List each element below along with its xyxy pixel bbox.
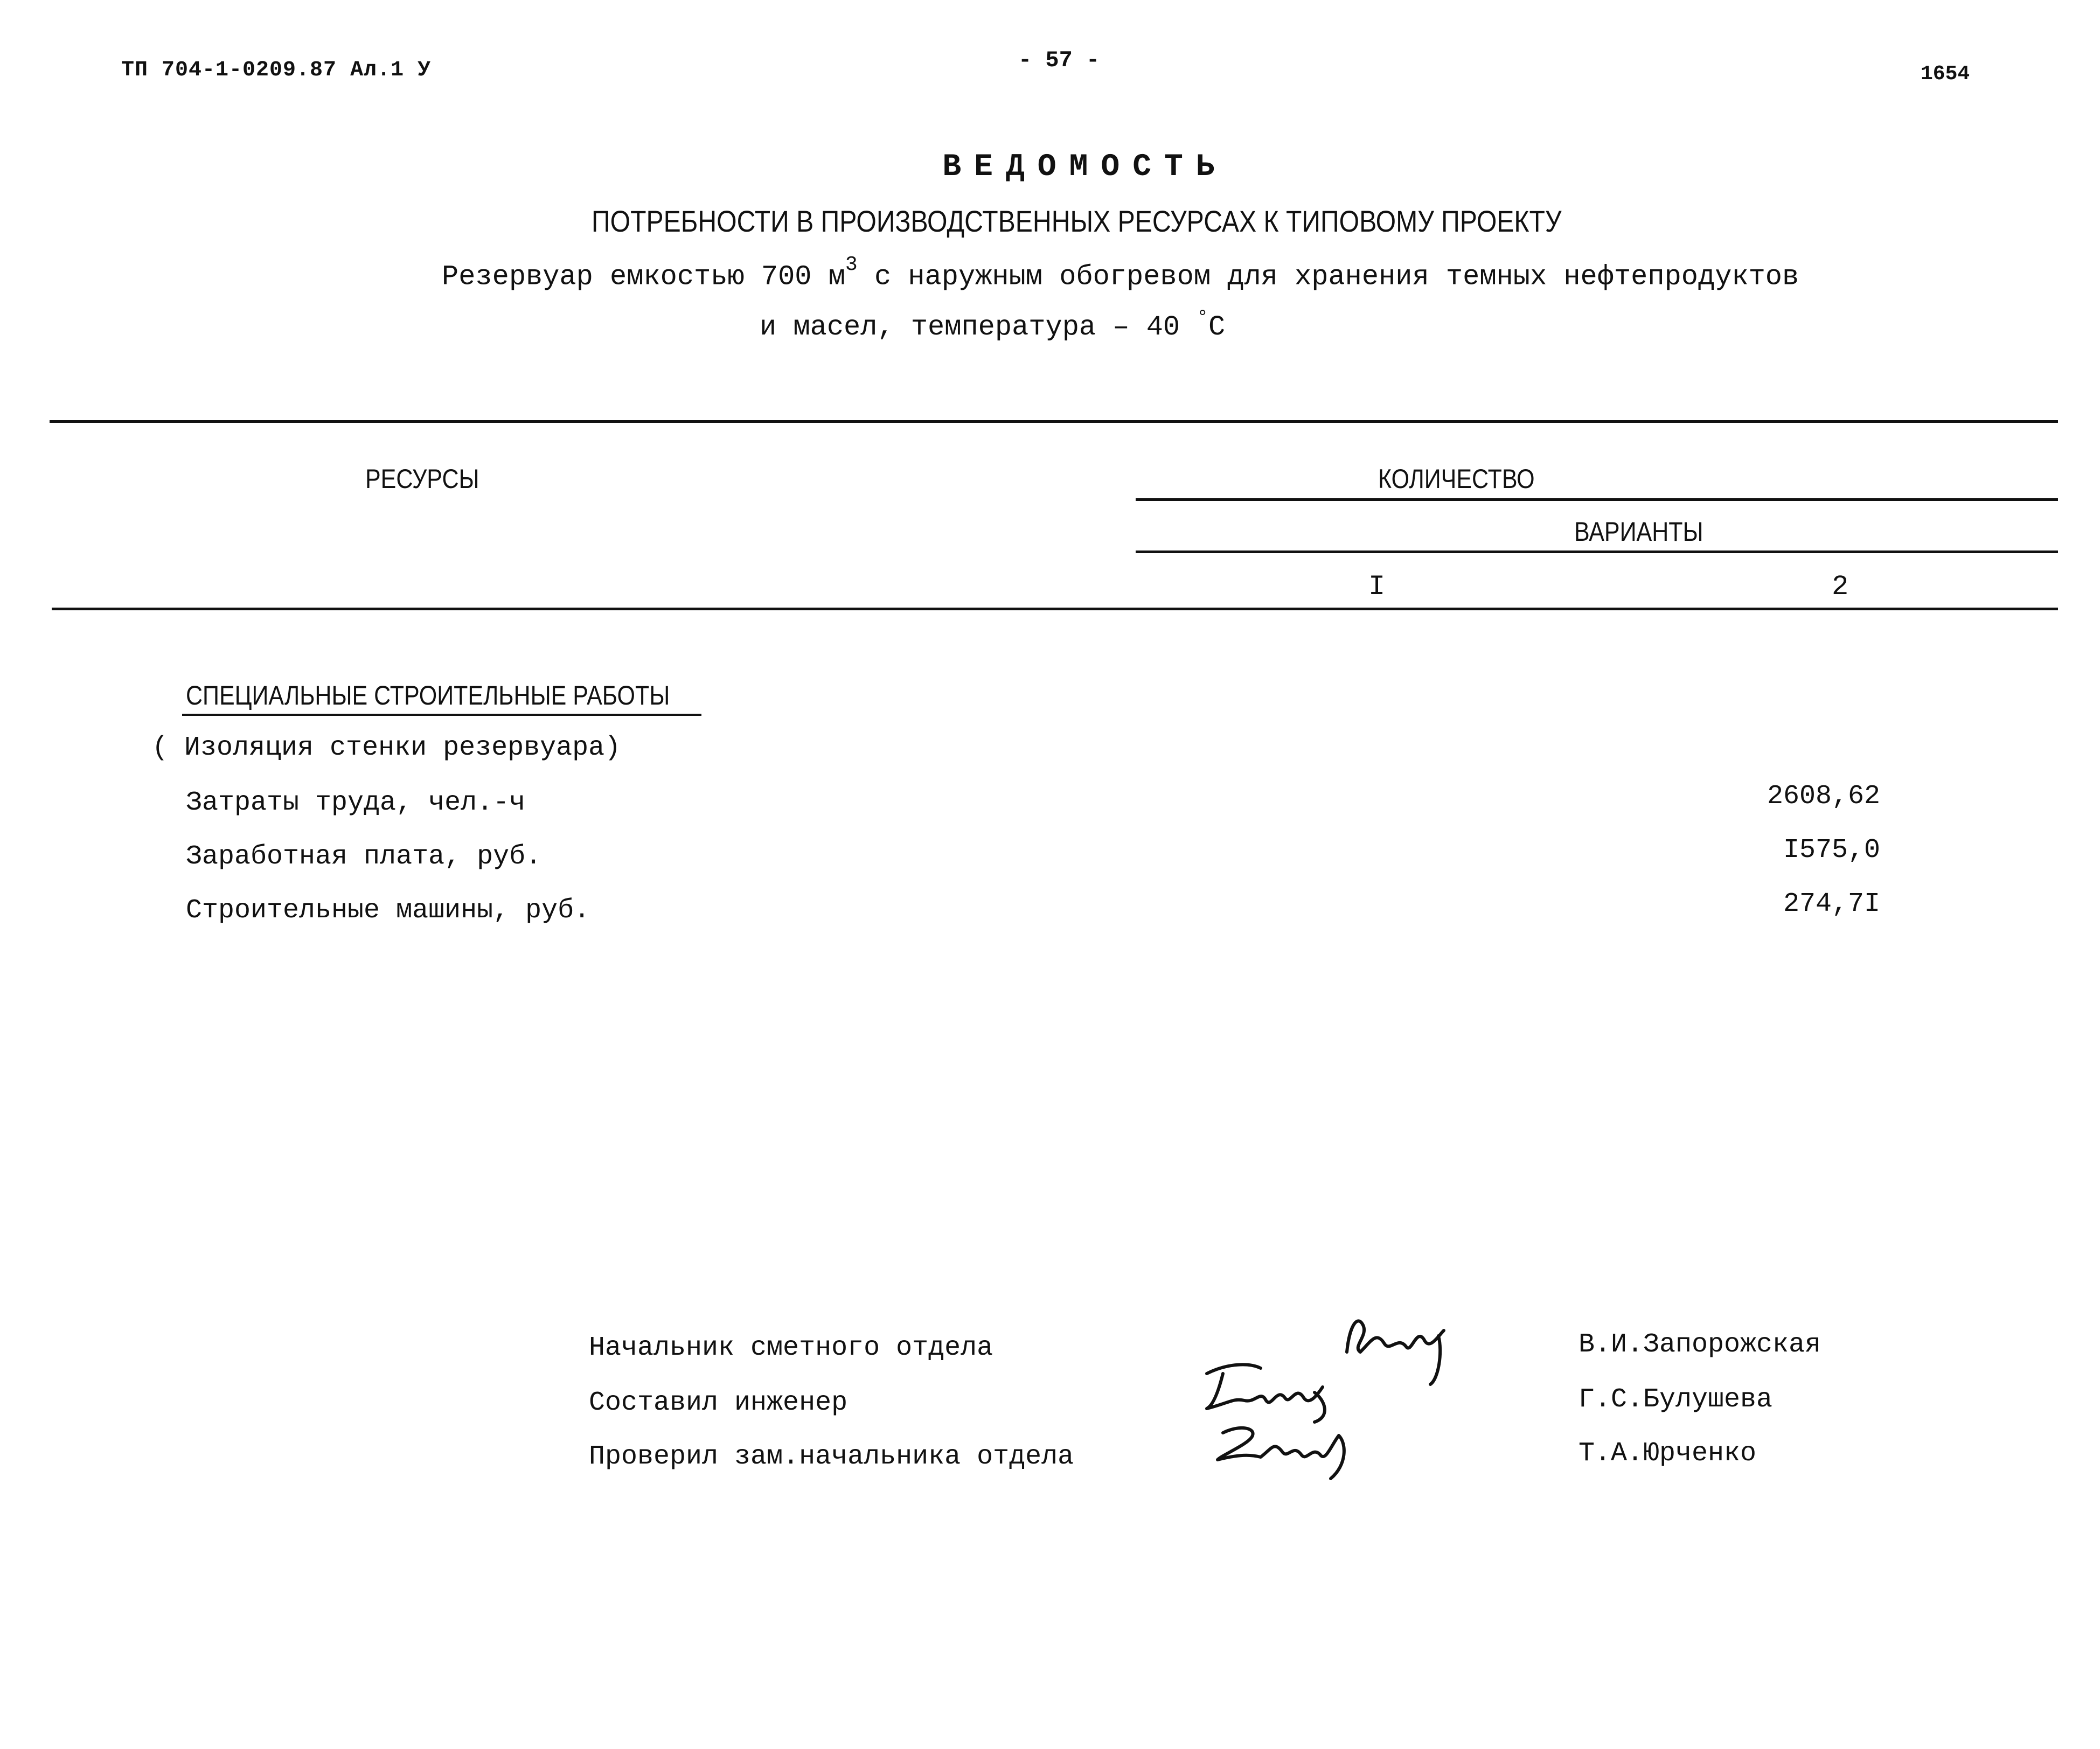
document-title: ВЕДОМОСТЬ — [942, 150, 1228, 185]
handwritten-signatures — [1185, 1293, 1476, 1508]
quantity-column-header: КОЛИЧЕСТВО — [1378, 464, 1535, 494]
object-description-line2 — [760, 306, 1226, 343]
table-row-label: Строительные машины, руб. — [186, 895, 590, 926]
table-top-rule — [50, 420, 2058, 423]
variant-1-header: I — [1368, 571, 1386, 603]
signature-name: Г.С.Булушева — [1579, 1384, 1773, 1415]
signature-3 — [1218, 1428, 1344, 1479]
table-row-value: 274,7I — [1783, 889, 1880, 919]
table-row-value: I575,0 — [1783, 835, 1880, 866]
table-header-bottom-rule — [52, 608, 2058, 610]
signature-1 — [1347, 1321, 1444, 1384]
variants-column-header: ВАРИАНТЫ — [1574, 517, 1703, 547]
table-row-label: Заработная плата, руб. — [186, 841, 542, 872]
object-line1-end: с наружным обогревом для хранения темных нефтепродуктов — [857, 261, 1799, 293]
signature-role: Начальник сметного отдела — [589, 1333, 993, 1363]
object-description-line1 — [442, 253, 1799, 293]
quantity-header-rule — [1136, 498, 2058, 501]
degree-sign: ° — [1197, 306, 1208, 329]
subsection-label: ( Изоляция стенки резервуара) — [152, 733, 621, 763]
sheet-number: 1654 — [1921, 62, 1970, 86]
document-subtitle: ПОТРЕБНОСТИ В ПРОИЗВОДСТВЕННЫХ РЕСУРСАХ К ТИПОВОМУ ПРОЕКТУ — [592, 204, 1562, 238]
object-line2-start: и масел, температура – 40 — [760, 311, 1197, 343]
signature-role: Составил инженер — [589, 1388, 848, 1418]
section-title: СПЕЦИАЛЬНЫЕ СТРОИТЕЛЬНЫЕ РАБОТЫ — [186, 680, 670, 710]
variants-header-rule — [1136, 551, 2058, 553]
table-row-label: Затраты труда, чел.-ч — [186, 788, 526, 818]
object-line1-start: Резервуар емкостью 700 м — [442, 261, 845, 293]
signature-name: Т.А.Юрченко — [1579, 1438, 1757, 1469]
object-line2-end: С — [1208, 311, 1226, 343]
resources-column-header: РЕСУРСЫ — [365, 464, 479, 494]
section-title-underline — [182, 714, 701, 716]
cubic-superscript: 3 — [845, 253, 858, 276]
signature-2 — [1207, 1364, 1325, 1422]
variant-2-header: 2 — [1832, 571, 1849, 603]
table-row-value: 2608,62 — [1767, 781, 1880, 812]
page-number: - 57 - — [1018, 47, 1100, 73]
document-code: ТП 704-1-0209.87 Ал.1 У — [121, 58, 432, 82]
signature-role: Проверил зам.начальника отдела — [589, 1441, 1074, 1472]
signature-name: В.И.Запорожская — [1579, 1329, 1821, 1360]
